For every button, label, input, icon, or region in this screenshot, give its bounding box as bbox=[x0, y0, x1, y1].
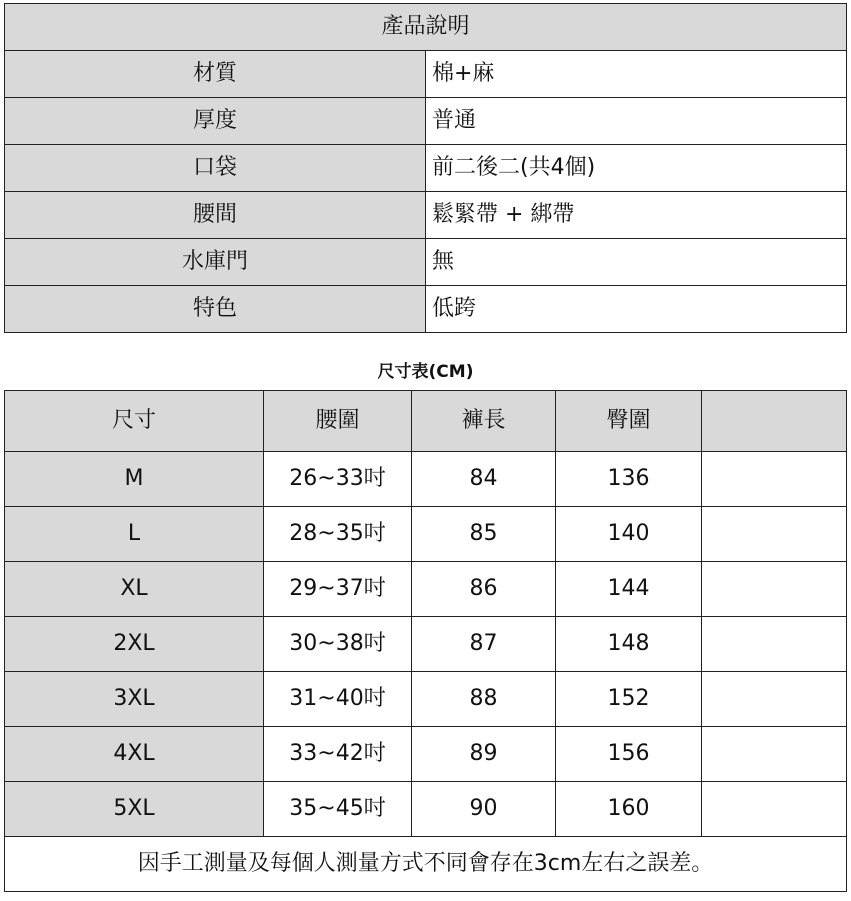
table-row bbox=[5, 672, 847, 727]
note-row bbox=[5, 837, 847, 892]
info-label: 材質 bbox=[5, 51, 426, 98]
header-length: 褲長 bbox=[412, 391, 556, 452]
info-value: 前二後二(共4個) bbox=[426, 145, 847, 192]
empty-cell bbox=[702, 782, 847, 837]
waist-cell: 33~42吋 bbox=[264, 727, 412, 782]
table-row bbox=[5, 782, 847, 837]
info-value: 棉+麻 bbox=[426, 51, 847, 98]
empty-cell bbox=[702, 617, 847, 672]
empty-cell bbox=[702, 562, 847, 617]
measurement-note: 因手工測量及每個人測量方式不同會存在3cm左右之誤差。 bbox=[5, 837, 847, 892]
product-info-title: 產品說明 bbox=[5, 4, 847, 51]
size-header-row bbox=[5, 391, 847, 452]
length-cell: 85 bbox=[412, 507, 556, 562]
empty-cell bbox=[702, 452, 847, 507]
info-label: 厚度 bbox=[5, 98, 426, 145]
size-cell: L bbox=[5, 507, 264, 562]
hip-cell: 144 bbox=[556, 562, 702, 617]
info-row-waist bbox=[5, 192, 847, 239]
info-row-pockets bbox=[5, 145, 847, 192]
info-label: 水庫門 bbox=[5, 239, 426, 286]
hip-cell: 160 bbox=[556, 782, 702, 837]
length-cell: 87 bbox=[412, 617, 556, 672]
info-row-fly bbox=[5, 239, 847, 286]
waist-cell: 35~45吋 bbox=[264, 782, 412, 837]
info-value: 普通 bbox=[426, 98, 847, 145]
info-row-feature bbox=[5, 286, 847, 333]
length-cell: 89 bbox=[412, 727, 556, 782]
info-label: 特色 bbox=[5, 286, 426, 333]
info-label: 口袋 bbox=[5, 145, 426, 192]
info-row-material bbox=[5, 51, 847, 98]
hip-cell: 136 bbox=[556, 452, 702, 507]
hip-cell: 152 bbox=[556, 672, 702, 727]
hip-cell: 140 bbox=[556, 507, 702, 562]
info-value: 鬆緊帶 + 綁帶 bbox=[426, 192, 847, 239]
size-cell: XL bbox=[5, 562, 264, 617]
hip-cell: 148 bbox=[556, 617, 702, 672]
table-row bbox=[5, 562, 847, 617]
table-row bbox=[5, 452, 847, 507]
info-value: 低跨 bbox=[426, 286, 847, 333]
size-cell: 5XL bbox=[5, 782, 264, 837]
empty-cell bbox=[702, 507, 847, 562]
length-cell: 90 bbox=[412, 782, 556, 837]
waist-cell: 30~38吋 bbox=[264, 617, 412, 672]
length-cell: 86 bbox=[412, 562, 556, 617]
size-cell: 3XL bbox=[5, 672, 264, 727]
empty-cell bbox=[702, 727, 847, 782]
product-info-table bbox=[4, 3, 847, 333]
header-empty bbox=[702, 391, 847, 452]
product-info-title-row bbox=[5, 4, 847, 51]
info-label: 腰間 bbox=[5, 192, 426, 239]
table-row bbox=[5, 507, 847, 562]
empty-cell bbox=[702, 672, 847, 727]
waist-cell: 28~35吋 bbox=[264, 507, 412, 562]
waist-cell: 29~37吋 bbox=[264, 562, 412, 617]
header-hip: 臀圍 bbox=[556, 391, 702, 452]
info-value: 無 bbox=[426, 239, 847, 286]
waist-cell: 26~33吋 bbox=[264, 452, 412, 507]
table-row bbox=[5, 617, 847, 672]
hip-cell: 156 bbox=[556, 727, 702, 782]
size-chart-title: 尺寸表(CM) bbox=[377, 362, 474, 382]
waist-cell: 31~40吋 bbox=[264, 672, 412, 727]
table-row bbox=[5, 727, 847, 782]
size-cell: 4XL bbox=[5, 727, 264, 782]
length-cell: 88 bbox=[412, 672, 556, 727]
header-size: 尺寸 bbox=[5, 391, 264, 452]
info-row-thickness bbox=[5, 98, 847, 145]
header-waist: 腰圍 bbox=[264, 391, 412, 452]
size-cell: 2XL bbox=[5, 617, 264, 672]
size-cell: M bbox=[5, 452, 264, 507]
size-chart-table bbox=[4, 390, 847, 892]
length-cell: 84 bbox=[412, 452, 556, 507]
